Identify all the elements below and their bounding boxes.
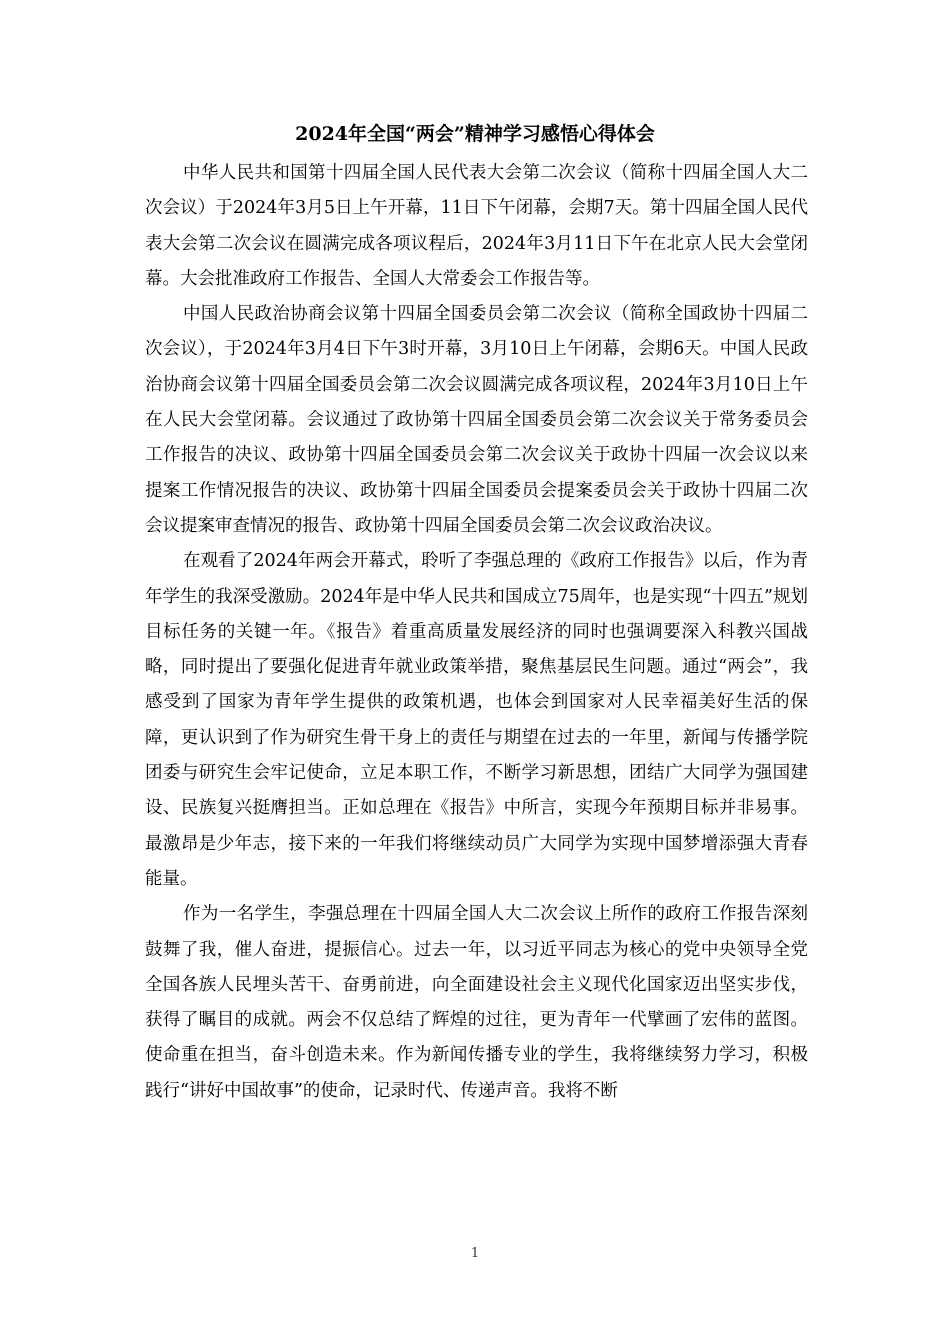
page-number: 1 [470,1246,480,1261]
document-body [145,156,808,1109]
paragraph-student-commitment: 作为一名学生，李强总理在十四届全国人大二次会议上所作的政府工作报告深刻鼓舞了我，催人奋进，提振信心。过去一年，以习近平同志为核心的党中央领导全党全国各族人民埋头苦干、奋勇前进，向全面建设社会主义现代化国家迈出坚实步伐，获得了瞩目的成就。两会不仅总结了辉煌的过往，更为青年一代擘画了宏伟的蓝图。使命重在担当，奋斗创造未来。作为新闻传播专业的学生，我将继续努力学习，积极践行“讲好中国故事”的使命，记录时代、传递声音。我将不断 [145,904,808,1101]
paragraph-student-reflection: 在观看了2024年两会开幕式，聆听了李强总理的《政府工作报告》以后，作为青年学生的我深受激励。2024年是中华人民共和国成立75周年，也是实现“十四五”规划目标任务的关键一年。《报告》着重高质量发展经济的同时也强调要深入科教兴国战略，同时提出了要强化促进青年就业政策举措，聚焦基层民生问题。通过“两会”，我感受到了国家为青年学生提供的政策机遇，也体会到国家对人民幸福美好生活的保障，更认识到了作为研究生骨干身上的责任与期望在过去的一年里，新闻与传播学院团委与研究生会牢记使命，立足本职工作，不断学习新思想，团结广大同学为强国建设、民族复兴挺膺担当。正如总理在《报告》中所言，实现今年预期目标并非易事。最激昂是少年志，接下来的一年我们将继续动员广大同学为实现中国梦增添强大青春能量。 [145,551,808,889]
paragraph-npc-session: 中华人民共和国第十四届全国人民代表大会第二次会议（简称十四届全国人大二次会议）于2024年3月5日上午开幕，11日下午闭幕，会期7天。第十四届全国人民代表大会第二次会议在圆满完成各项议程后，2024年3月11日下午在北京人民大会堂闭幕。大会批准政府工作报告、全国人大常委会工作报告等。 [145,163,808,289]
document-title: 2024年全国“两会”精神学习感悟心得体会 [295,123,655,145]
paragraph-cppcc-session: 中国人民政治协商会议第十四届全国委员会第二次会议（简称全国政协十四届二次会议），于2024年3月4日下午3时开幕，3月10日上午闭幕，会期6天。中国人民政治协商会议第十四届全国委员会第二次会议圆满完成各项议程，2024年3月10日上午在人民大会堂闭幕。会议通过了政协第十四届全国委员会第二次会议关于常务委员会工作报告的决议、政协第十四届全国委员会第二次会议关于政协十四届一次会议以来提案工作情况报告的决议、政协第十四届全国委员会提案委员会关于政协十四届二次会议提案审查情况的报告、政协第十四届全国委员会第二次会议政治决议。 [145,304,808,536]
